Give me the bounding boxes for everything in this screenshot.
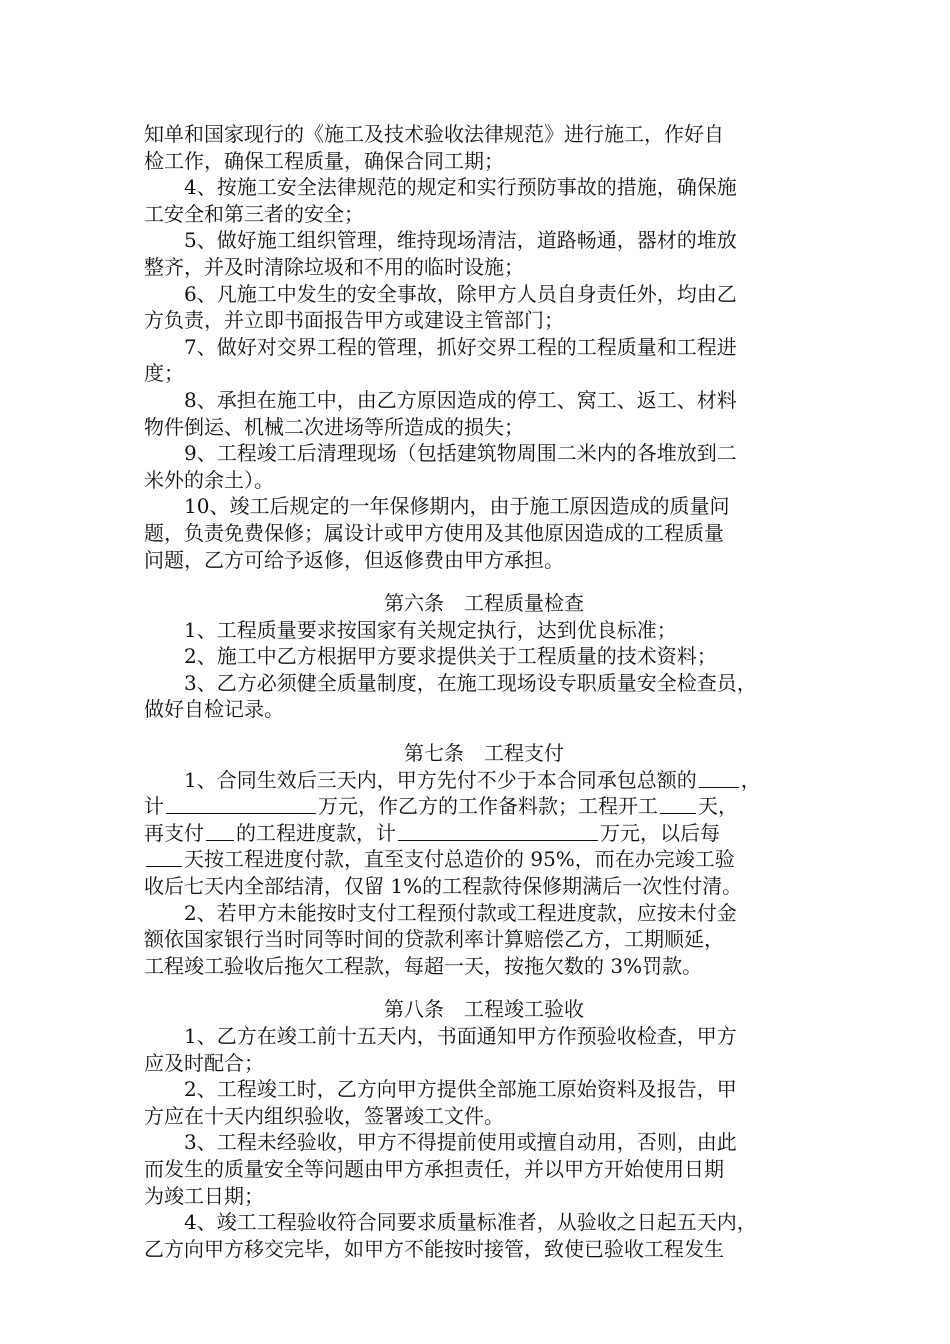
paragraph-line: 检工作，确保工程质量，确保合同工期；	[144, 148, 504, 173]
text-segment: 再支付	[144, 820, 204, 845]
paragraph-line: 10、竣工后规定的一年保修期内，由于施工原因造成的质量问	[184, 494, 730, 519]
fill-in-blank	[699, 769, 739, 788]
text-segment: 天，	[698, 794, 738, 819]
paragraph-line: 而发生的质量安全等问题由甲方承担责任，并以甲方开始使用日期	[144, 1156, 724, 1181]
paragraph-line: 4、竣工工程验收符合同要求质量标准者，从验收之日起五天内，	[184, 1210, 757, 1235]
section-5-continued	[144, 121, 824, 573]
paragraph-line: 3、乙方必须健全质量制度，在施工现场设专职质量安全检查员，	[184, 670, 757, 695]
paragraph-line: 工安全和第三者的安全；	[144, 201, 364, 226]
paragraph-line: 额依国家银行当时同等时间的贷款利率计算赔偿乙方，工期顺延，	[144, 927, 724, 952]
paragraph-line	[144, 820, 824, 847]
text-segment: 天按工程进度付款，直至支付总造价的 95%，而在办完竣工验	[184, 847, 735, 872]
paragraph-line: 6、凡施工中发生的安全事故，除甲方人员自身责任外，均由乙	[184, 281, 737, 306]
text-segment: 万元，作乙方的工作备料款；工程开工	[318, 794, 658, 819]
fill-in-blank	[166, 795, 316, 814]
paragraph-line: 8、承担在施工中，由乙方原因造成的停工、窝工、返工、材料	[184, 387, 737, 412]
paragraph-line: 1、工程质量要求按国家有关规定执行，达到优良标准；	[184, 617, 677, 642]
paragraph-line: 4、按施工安全法律规范的规定和实行预防事故的措施，确保施	[184, 175, 737, 200]
text-segment: 计	[144, 794, 164, 819]
section-8	[144, 996, 824, 1262]
paragraph-line	[144, 793, 824, 820]
paragraph-line: 方负责，并立即书面报告甲方或建设主管部门；	[144, 308, 564, 333]
paragraph-line: 知单和国家现行的《施工及技术验收法律规范》进行施工，作好自	[144, 122, 724, 146]
paragraph-line	[144, 846, 824, 873]
document-page	[144, 121, 824, 1262]
text-segment: 1、合同生效后三天内，甲方先付不少于本合同承包总额的	[184, 767, 697, 792]
paragraph-line: 问题，乙方可给予返修，但返修费由甲方承担。	[144, 547, 564, 572]
paragraph-line: 2、若甲方未能按时支付工程预付款或工程进度款，应按未付金	[184, 900, 737, 925]
paragraph-line: 工程竣工验收后拖欠工程款，每超一天，按拖欠数的 3%罚款。	[144, 953, 703, 978]
paragraph-line: 乙方向甲方移交完毕，如甲方不能按时接管，致使已验收工程发生	[144, 1236, 724, 1261]
section-heading: 第六条 工程质量检查	[384, 591, 584, 616]
section-heading: 第七条 工程支付	[404, 741, 564, 766]
text-segment: ，	[740, 767, 761, 792]
text-segment: 的工程进度款，计	[236, 820, 396, 845]
paragraph-line: 5、做好施工组织管理，维持现场清洁，道路畅通，器材的堆放	[184, 228, 737, 253]
paragraph-line: 2、施工中乙方根据甲方要求提供关于工程质量的技术资料；	[184, 644, 717, 669]
paragraph-line: 为竣工日期；	[144, 1183, 264, 1208]
paragraph-line: 应及时配合；	[144, 1050, 264, 1075]
paragraph-line: 7、做好对交界工程的管理，抓好交界工程的工程质量和工程进	[184, 334, 737, 359]
text-segment: 万元，以后每	[600, 820, 720, 845]
section-heading: 第八条 工程竣工验收	[384, 997, 584, 1022]
fill-in-blank	[206, 822, 234, 841]
section-6	[144, 590, 824, 723]
fill-in-blank	[146, 848, 182, 867]
paragraph-line: 物件倒运、机械二次进场等所造成的损失；	[144, 414, 524, 439]
paragraph-line: 度；	[144, 361, 184, 386]
paragraph-line: 米外的余土）。	[144, 467, 274, 492]
fill-in-blank	[660, 795, 696, 814]
paragraph-line: 做好自检记录。	[144, 697, 284, 722]
section-7	[144, 740, 824, 979]
paragraph-line: 整齐，并及时清除垃圾和不用的临时设施；	[144, 254, 524, 279]
paragraph-line: 9、工程竣工后清理现场（包括建筑物周围二米内的各堆放到二	[184, 441, 737, 466]
paragraph-line: 收后七天内全部结清，仅留 1%的工程款待保修期满后一次性付清。	[144, 874, 743, 899]
paragraph-line: 方应在十天内组织验收，签署竣工文件。	[144, 1103, 504, 1128]
paragraph-line: 1、乙方在竣工前十五天内，书面通知甲方作预验收检查，甲方	[184, 1024, 737, 1048]
paragraph-line: 题，负责免费保修；属设计或甲方使用及其他原因造成的工程质量	[144, 520, 724, 545]
paragraph-line: 2、工程竣工时，乙方向甲方提供全部施工原始资料及报告，甲	[184, 1077, 737, 1102]
fill-in-blank	[398, 822, 598, 841]
paragraph-line: 3、工程未经验收，甲方不得提前使用或擅自动用，否则，由此	[184, 1130, 737, 1155]
paragraph-line	[144, 767, 824, 794]
